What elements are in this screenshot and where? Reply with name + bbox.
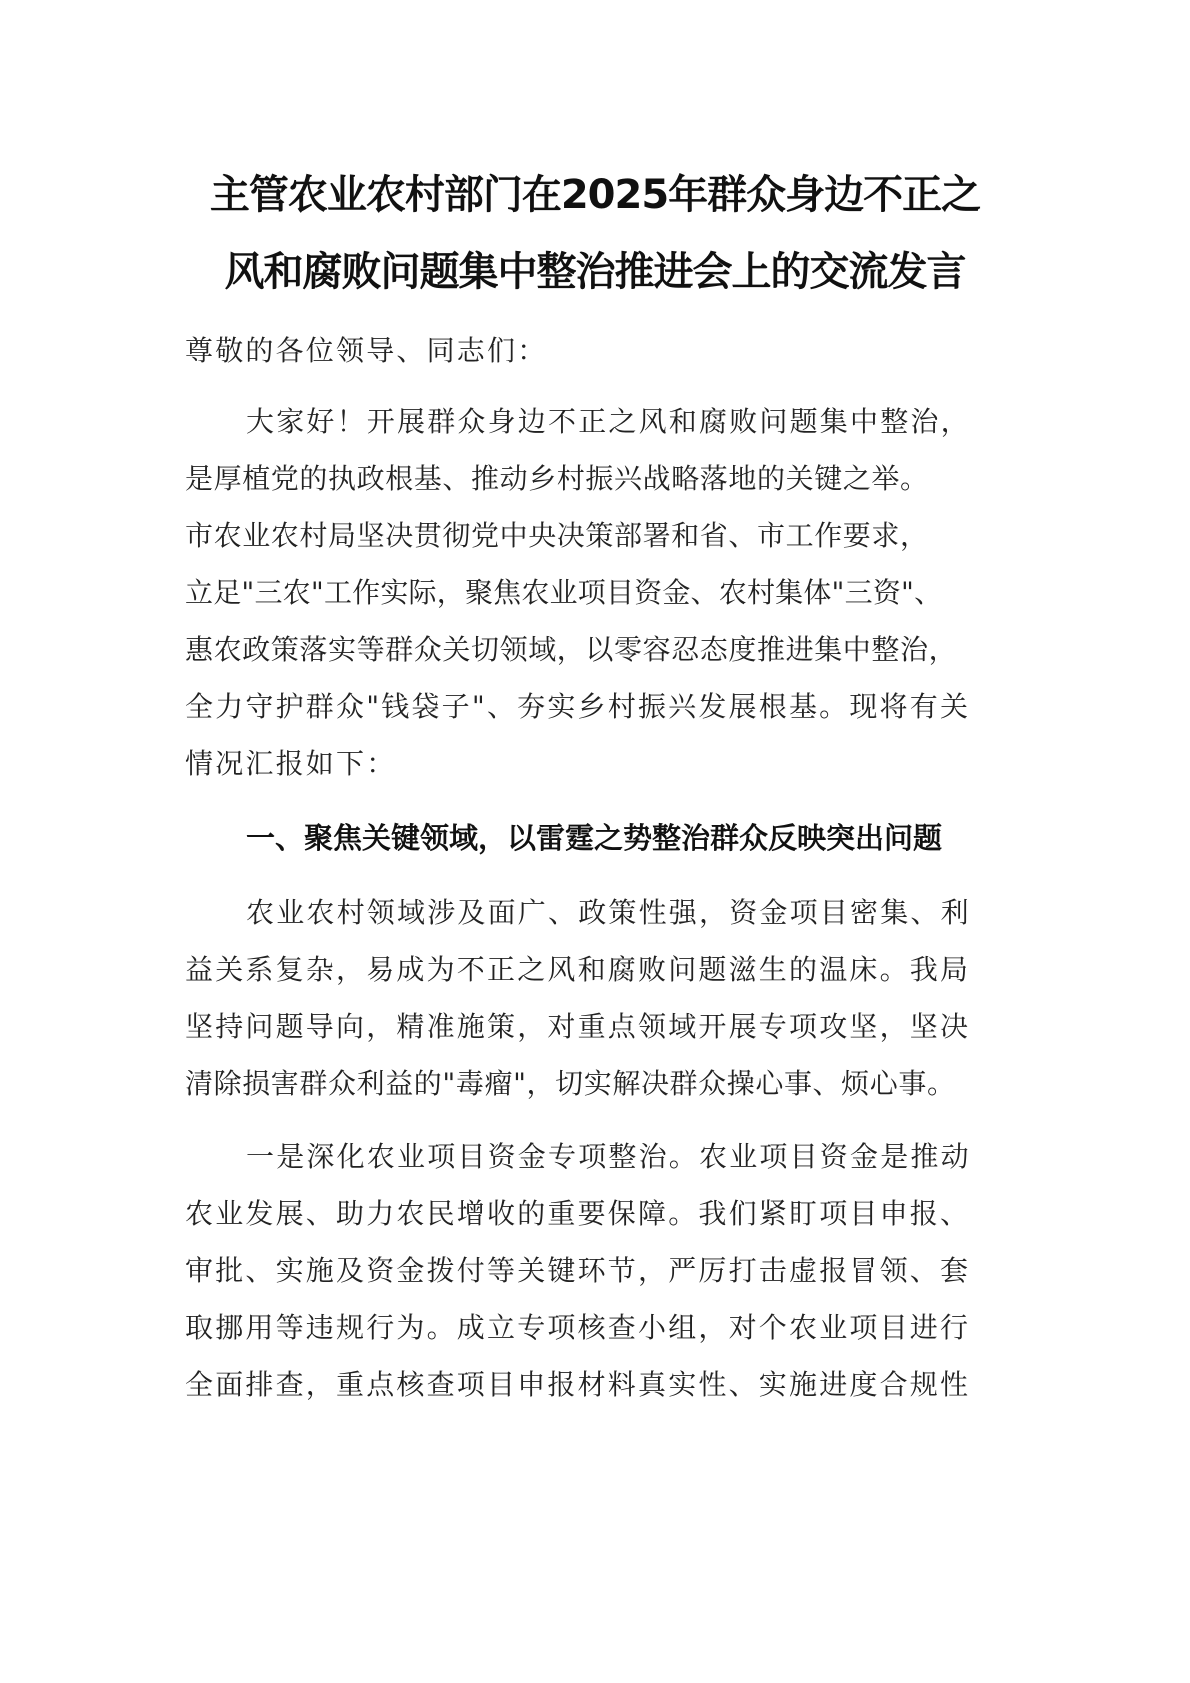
paragraph-line: 农业农村领域涉及面广、政策性强，资金项目密集、利 [246, 896, 971, 929]
paragraph-line: 全力守护群众"钱袋子"、夯实乡村振兴发展根基。现将有关 [185, 690, 971, 723]
paragraph-line: 情况汇报如下： [185, 747, 397, 780]
paragraph-line: 取挪用等违规行为。成立专项核查小组，对个农业项目进行 [185, 1311, 971, 1344]
paragraph-line: 审批、实施及资金拨付等关键环节，严厉打击虚报冒领、套 [185, 1254, 971, 1287]
document-title-line-2: 风和腐败问题集中整治推进会上的交流发言 [224, 249, 966, 295]
paragraph-line: 惠农政策落实等群众关切领域，以零容忍态度推进集中整治， [185, 633, 958, 666]
salutation: 尊敬的各位领导、同志们： [185, 334, 548, 367]
paragraph-line: 清除损害群众利益的"毒瘤"，切实解决群众操心事、烦心事。 [185, 1067, 956, 1100]
paragraph-line: 全面排查，重点核查项目申报材料真实性、实施进度合规性 [185, 1368, 971, 1401]
paragraph-line: 农业发展、助力农民增收的重要保障。我们紧盯项目申报、 [185, 1197, 971, 1230]
document-title-line-1: 主管农业农村部门在2025年群众身边不正之 [209, 172, 981, 218]
paragraph-line: 大家好！开展群众身边不正之风和腐败问题集中整治， [246, 405, 971, 438]
paragraph-line: 一是深化农业项目资金专项整治。农业项目资金是推动 [246, 1140, 971, 1173]
paragraph-line: 益关系复杂，易成为不正之风和腐败问题滋生的温床。我局 [185, 953, 971, 986]
paragraph-line: 市农业农村局坚决贯彻党中央决策部署和省、市工作要求， [185, 519, 929, 552]
section-heading: 一、聚焦关键领域，以雷霆之势整治群众反映突出问题 [246, 821, 943, 855]
paragraph-line: 坚持问题导向，精准施策，对重点领域开展专项攻坚，坚决 [185, 1010, 971, 1043]
paragraph-line: 立足"三农"工作实际，聚焦农业项目资金、农村集体"三资"、 [185, 576, 943, 609]
paragraph-line: 是厚植党的执政根基、推动乡村振兴战略落地的关键之举。 [185, 462, 929, 495]
